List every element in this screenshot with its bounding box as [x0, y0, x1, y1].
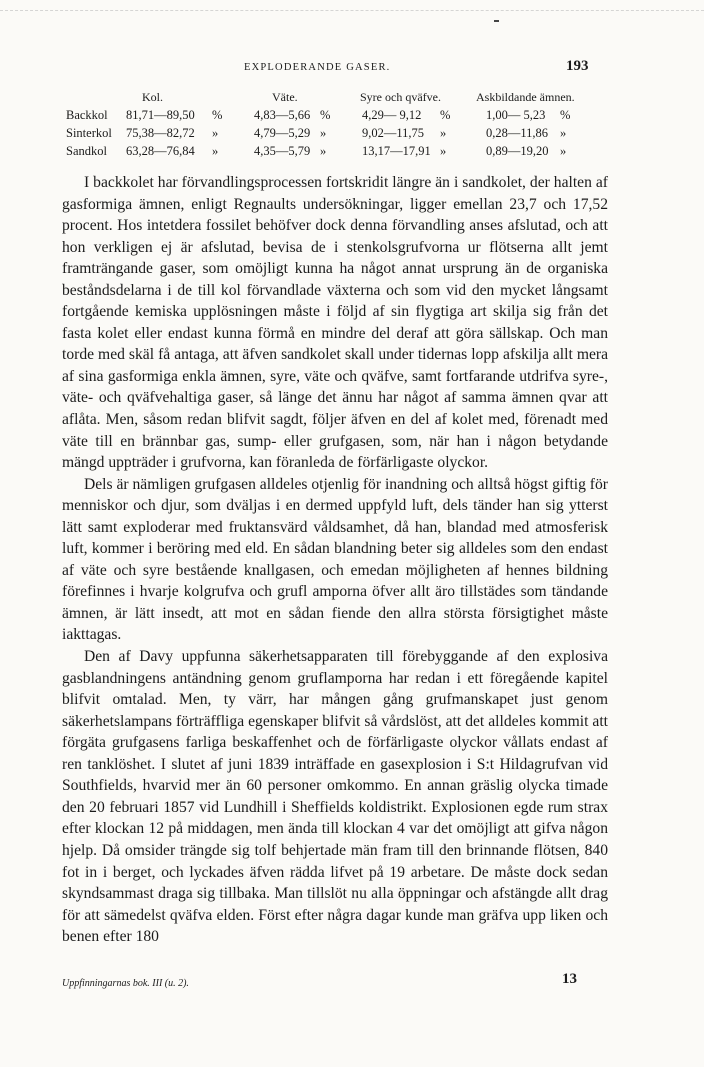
table-cell: 4,83—5,66: [254, 108, 311, 122]
unit-mark: »: [212, 126, 219, 140]
paragraph: Dels är nämligen grufgasen alldeles otjenlig för inandning och alltså högst giftig för menniskor och djur, som dväljas i en dermed uppfyld luft, dels tänder han sig ytterst lätt samt exploderar med fruktansvärd våldsamhet, då han, blandad med atmosferisk luft, kommer i beröring med eld. En sådan blandning beter sig alldeles som den endast af väte och syre bestående knallgasen, och emedan möjligheten af hennes bildning förefinnes i hvarje kolgrufva och grufl amporna öfver allt äro tillstädes som tändande ämnen, är lätt insedt, att mot en sådan fiende den allra största försigtighet måste iakttagas.: [62, 475, 608, 644]
unit-mark: »: [440, 144, 447, 158]
table-cell: 0,89—19,20: [486, 144, 549, 158]
footer-signature: Uppfinningarnas bok. III (u. 2).: [62, 978, 189, 989]
unit-mark: »: [440, 126, 447, 140]
column-header-syre: Syre och qväfve.: [360, 90, 441, 104]
table-row: [66, 144, 606, 162]
unit-mark: »: [560, 126, 567, 140]
composition-table: [66, 90, 606, 162]
row-label: Backkol: [66, 108, 108, 122]
row-label: Sinterkol: [66, 126, 112, 140]
row-label: Sandkol: [66, 144, 107, 158]
table-cell: 13,17—17,91: [362, 144, 431, 158]
table-cell: 9,02—11,75: [362, 126, 425, 140]
unit-mark: »: [320, 126, 327, 140]
table-cell: 4,35—5,79: [254, 144, 311, 158]
table-row: [66, 126, 606, 144]
unit-mark: %: [320, 108, 331, 122]
column-header-aska: Askbildande ämnen.: [476, 90, 575, 104]
unit-mark: »: [212, 144, 219, 158]
running-head: EXPLODERANDE GASER.: [244, 62, 391, 73]
unit-mark: %: [212, 108, 223, 122]
print-mark: [494, 20, 499, 22]
table-cell: 4,29— 9,12: [362, 108, 422, 122]
table-cell: 75,38—82,72: [126, 126, 195, 140]
signature-number: 13: [562, 971, 577, 987]
page-number: 193: [566, 58, 589, 74]
table-header-row: [66, 90, 606, 108]
paragraph: I backkolet har förvandlingsprocessen fortskridit längre än i sandkolet, der halten af gasformiga ämnen, enligt Regnaults undersökningar, ligger emellan 23,7 och 17,52 procent. Hos intetdera fossilet behöfver dock denna förvandling anses afslutad, och att hon verkligen ej är afslutad, bevisa de i stenkolsgrufvorna ur flötserna allt jemt framträngande gaser, som omöjligt kunna ha något annat ursprung än de organiska beståndsdelarna i de till kol förvandlade växterna och som vid den mycket långsamt fortgående kemiska upplösningen måste i följd af sin flygtiga art skilja sig från det fasta kolet eller endast kunna förmå en mindre del deraf att göra sällskap. Och man torde med skäl få antaga, att äfven sandkolet skall under tidernas lopp afskilja allt mera af sina gasformiga enkla ämnen, syre, väte och qväfve, samt fortfarande utdrifva syre-, väte- och qväfvehaltiga gaser, så länge det ännu har något af samma ämnen qvar att aflåta. Men, såsom redan blifvit sagdt, följer äfven en del af kolet med, förenadt med väte till en brännbar gas, sump- eller grufgasen, som, när han i någon betydande mängd uppträder i grufvorna, kan föranleda de förfärligaste olyckor.: [62, 174, 608, 472]
paragraph: Den af Davy uppfunna säkerhetsapparaten till förebyggande af den explosiva gasblandningens antändning genom gruflamporna har redan i ett föregående kapitel blifvit omtalad. Men, ty värr, har mången gång grufmanskapet just genom säkerhetslampans förträffliga egenskaper blifvit så vårdslöst, att det alldeles kommit att förgäta grufgasens farliga beskaffenhet och de förfärligaste olyckor vållats endast af ren tanklöshet. I slutet af juni 1839 inträffade en gasexplosion i S:t Hildagrufvan vid Southfields, hvarvid mer än 60 personer omkommo. En annan gräslig olycka timade den 20 februari 1857 vid Lundhill i Sheffields koldistrikt. Explosionen egde rum strax efter klockan 12 på middagen, men ända till klockan 4 var det omöjligt att gifva någon hjelp. Då omsider trängde sig tolf behjertade män fram till den brinnande flötsen, 840 fot in i berget, och lyckades äfven rädda lifvet på 19 arbetare. De måste dock sedan skyndsammast draga sig tillbaka. Man tillslöt nu alla öppningar och afstängde allt drag för att sämedelst qväfva elden. Först efter några dagar kunde man gräfva upp liken och benen efter 180: [62, 648, 608, 946]
table-cell: 4,79—5,29: [254, 126, 311, 140]
unit-mark: »: [320, 144, 327, 158]
table-cell: 1,00— 5,23: [486, 108, 546, 122]
top-edge-rule: [0, 10, 704, 11]
column-header-kol: Kol.: [142, 90, 163, 104]
table-cell: 63,28—76,84: [126, 144, 195, 158]
body-text: [62, 172, 608, 948]
table-cell: 81,71—89,50: [126, 108, 195, 122]
unit-mark: »: [560, 144, 567, 158]
unit-mark: %: [440, 108, 451, 122]
table-row: [66, 108, 606, 126]
unit-mark: %: [560, 108, 571, 122]
column-header-vate: Väte.: [272, 90, 298, 104]
table-cell: 0,28—11,86: [486, 126, 549, 140]
